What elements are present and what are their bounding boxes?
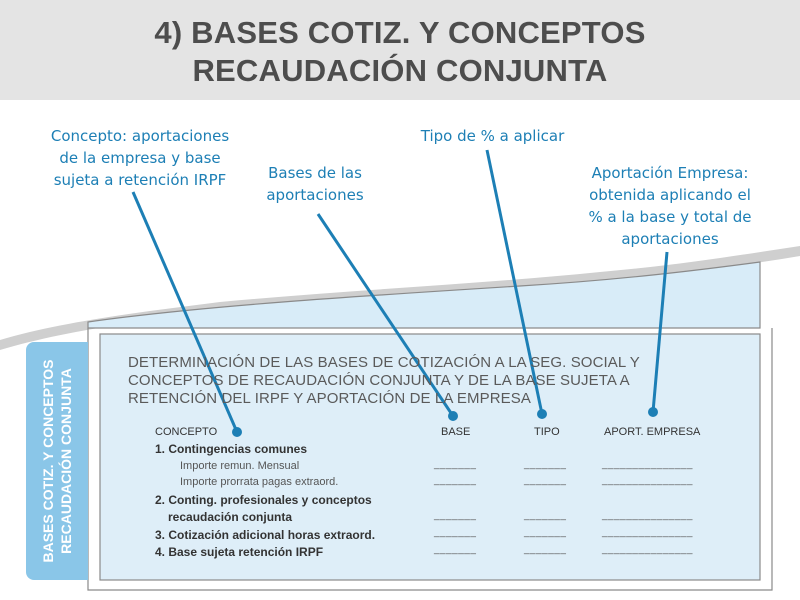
callout-aportacion-line: % a la base y total de — [588, 208, 752, 226]
blank-tipo: _______ — [524, 527, 567, 538]
blank-aport: _______________ — [602, 459, 693, 470]
blank-tipo: _______ — [524, 544, 567, 555]
side-tab-line-1: BASES COTIZ. Y CONCEPTOS — [40, 359, 56, 563]
marker-bases — [448, 411, 458, 421]
callout-concepto-line: Concepto: aportaciones — [50, 127, 230, 145]
marker-concepto — [232, 427, 242, 437]
marker-tipo — [537, 409, 547, 419]
blank-tipo: _______ — [524, 510, 567, 521]
row-importe-remun: Importe remun. Mensual — [180, 460, 300, 472]
blank-base: _______ — [434, 544, 477, 555]
callout-aportacion-line: Aportación Empresa: — [591, 164, 749, 182]
form-heading-line: CONCEPTOS DE RECAUDACIÓN CONJUNTA Y DE LA BASE SUJETA A — [128, 372, 630, 389]
callout-concepto-line: sujeta a retención IRPF — [53, 171, 227, 189]
callout-concepto — [20, 125, 260, 191]
row-cotizacion-adicional: 3. Cotización adicional horas extraord. — [155, 528, 376, 542]
blank-base: _______ — [434, 475, 477, 486]
callout-concepto-line: de la empresa y base — [59, 149, 221, 167]
callout-bases-line: Bases de las — [268, 164, 362, 182]
marker-aportacion — [648, 407, 658, 417]
side-tab-line-2: RECAUDACIÓN CONJUNTA — [58, 368, 74, 554]
callout-bases — [240, 162, 390, 206]
row-contingencias-comunes: 1. Contingencias comunes — [155, 442, 308, 456]
row-conting-profesionales: 2. Conting. profesionales y conceptos — [155, 493, 372, 507]
title-line-1: 4) BASES COTIZ. Y CONCEPTOS — [154, 15, 646, 50]
callout-aportacion-line: obtenida aplicando el — [589, 186, 751, 204]
blank-aport: _______________ — [602, 527, 693, 538]
callout-tipo — [400, 125, 585, 147]
row-importe-prorrata: Importe prorrata pagas extraord. — [180, 476, 339, 488]
form-heading-line: DETERMINACIÓN DE LAS BASES DE COTIZACIÓN A LA SEG. SOCIAL Y — [128, 354, 640, 371]
callout-aportacion — [565, 162, 775, 250]
blank-aport: _______________ — [602, 510, 693, 521]
blank-aport: _______________ — [602, 544, 693, 555]
blank-base: _______ — [434, 510, 477, 521]
form-heading-line: RETENCIÓN DEL IRPF Y APORTACIÓN DE LA EMPRESA — [128, 390, 531, 407]
blank-base: _______ — [434, 527, 477, 538]
blank-tipo: _______ — [524, 459, 567, 470]
column-header-base: BASE — [441, 426, 471, 438]
callout-aportacion-line: aportaciones — [621, 230, 719, 248]
column-header-tipo: TIPO — [534, 426, 560, 438]
blank-base: _______ — [434, 459, 477, 470]
row-recaudacion-conjunta: recaudación conjunta — [168, 510, 293, 524]
callout-bases-line: aportaciones — [266, 186, 364, 204]
column-header-concepto: CONCEPTO — [155, 426, 218, 438]
blank-tipo: _______ — [524, 475, 567, 486]
title-line-2: RECAUDACIÓN CONJUNTA — [192, 53, 608, 88]
callout-tipo-line: Tipo de % a aplicar — [420, 127, 565, 145]
column-header-aport: APORT. EMPRESA — [604, 426, 701, 438]
form-heading — [128, 354, 688, 408]
blank-aport: _______________ — [602, 475, 693, 486]
side-tab-label — [39, 341, 75, 581]
row-base-sujeta-irpf: 4. Base sujeta retención IRPF — [155, 545, 324, 559]
